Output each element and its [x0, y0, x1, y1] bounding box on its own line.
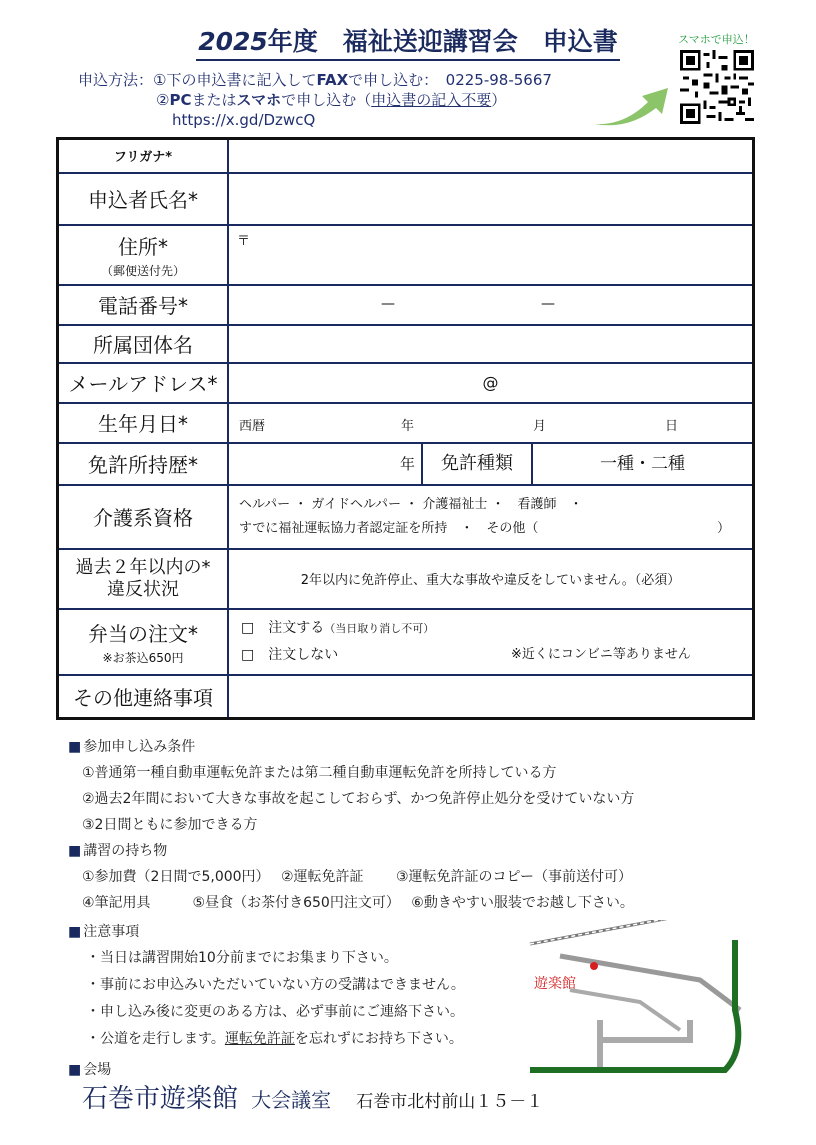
- checkbox-icon[interactable]: □: [241, 620, 255, 636]
- qr-code-icon[interactable]: [680, 50, 754, 124]
- bento-field: [228, 609, 754, 675]
- belongings-line: ④筆記用具 ⑤昼食（お茶付き650円注文可） ⑥動きやすい服装でお越し下さい。: [82, 895, 634, 911]
- conditions-heading: ■ 参加申し込み条件: [68, 736, 195, 756]
- method-line1-b: で申し込む： 0225-98-5667: [348, 71, 552, 89]
- address-field[interactable]: [228, 225, 754, 285]
- license-type-label: 免許種類: [423, 444, 533, 484]
- birth-year-unit: 年: [401, 418, 415, 434]
- note-last-a: ・公道を走行します。: [86, 1031, 225, 1047]
- application-form: [56, 137, 755, 720]
- email-field[interactable]: [228, 363, 754, 403]
- method-no-form: 申込書の記入不要: [371, 91, 492, 109]
- label-furigana: フリガナ*: [58, 139, 229, 173]
- method-pc: PC: [169, 91, 192, 109]
- bento-option-order[interactable]: [241, 615, 752, 642]
- name-field[interactable]: [228, 173, 754, 225]
- phone-separator: —: [541, 295, 555, 312]
- venue-marker-icon: [590, 962, 598, 970]
- violation-statement: 2年以内に免許停止、重大な事故や違反をしていません。（必須）: [228, 549, 754, 609]
- label-birth: 生年月日*: [58, 403, 229, 443]
- venue-address: 石巻市北村前山１５－１: [356, 1092, 544, 1112]
- apply-url-link[interactable]: https://x.gd/DzwcQ: [172, 111, 316, 129]
- label-other: その他連絡事項: [58, 675, 229, 719]
- row-furigana: [58, 139, 754, 173]
- label-care: 介護系資格: [58, 485, 229, 549]
- venue-info: [82, 1078, 543, 1115]
- row-bento: [58, 609, 754, 675]
- birthdate-field[interactable]: [228, 403, 754, 443]
- bento-none-label: 注文しない: [268, 647, 339, 663]
- license-type-options[interactable]: 一種・二種: [600, 453, 685, 474]
- row-birth: [58, 403, 754, 443]
- license-year-unit: 年: [399, 454, 415, 473]
- care-qualification-field[interactable]: [228, 485, 754, 549]
- violation-label-2: 違反状況: [107, 578, 179, 600]
- bento-warning: ※近くにコンビニ等ありません: [511, 647, 691, 662]
- row-name: [58, 173, 754, 225]
- label-violation: [58, 549, 229, 609]
- address-note: （郵便送付先）: [100, 263, 185, 278]
- label-email: メールアドレス*: [58, 363, 229, 403]
- venue-heading: ■ 会場: [68, 1059, 111, 1079]
- method-line1-a: 申込方法：①下の申込書に記入して: [78, 71, 317, 89]
- row-address: [58, 225, 754, 285]
- note-item: [86, 1028, 463, 1048]
- birth-day-unit: 日: [665, 418, 679, 434]
- method-fax: FAX: [316, 71, 349, 89]
- other-field[interactable]: [228, 675, 754, 719]
- bento-price-note: ※お茶込650円: [102, 650, 184, 665]
- furigana-field[interactable]: [228, 139, 754, 173]
- row-email: [58, 363, 754, 403]
- row-phone: [58, 285, 754, 325]
- bento-order-label: 注文する: [268, 620, 325, 636]
- condition-item: ①普通第一種自動車運転免許または第二種自動車運転免許を所持している方: [82, 765, 557, 781]
- venue-name: 石巻市遊楽館: [82, 1084, 239, 1114]
- notes-heading: ■ 注意事項: [68, 921, 139, 941]
- address-label-text: 住所*: [118, 234, 168, 259]
- belongings-line: ①参加費（2日間で5,000円） ②運転免許証 ③運転免許証のコピー（事前送付可）: [82, 869, 632, 885]
- checkbox-icon[interactable]: □: [241, 647, 255, 663]
- note-item: ・事前にお申込みいただいていない方の受講はできません。: [86, 977, 465, 993]
- method-line2-d: ）: [491, 91, 507, 109]
- note-item: ・当日は講習開始10分前までにお集まり下さい。: [86, 950, 398, 966]
- care-other-close: ）: [716, 520, 730, 536]
- row-care: [58, 485, 754, 549]
- row-violation: [58, 549, 754, 609]
- condition-item: ③2日間ともに参加できる方: [82, 817, 258, 833]
- postal-mark: 〒: [237, 233, 251, 249]
- label-license-history: 免許所持歴*: [58, 443, 229, 485]
- birth-era: 西暦: [239, 418, 266, 434]
- area-map: [520, 920, 760, 1075]
- label-bento: [58, 609, 229, 675]
- at-sign: @: [482, 373, 499, 392]
- label-name: 申込者氏名*: [58, 173, 229, 225]
- bento-order-note: （当日取り消し不可）: [324, 622, 435, 635]
- method-line2-c: で申し込む（: [281, 91, 372, 109]
- license-field: [228, 443, 754, 485]
- note-item: ・申し込み後に変更のある方は、必ず事前にご連絡下さい。: [86, 1004, 464, 1020]
- row-org: [58, 325, 754, 363]
- title-year: 2025: [198, 27, 268, 56]
- care-options-1: ヘルパー ・ ガイドヘルパー ・ 介護福祉士 ・ 看護師 ・: [239, 496, 583, 512]
- org-field[interactable]: [228, 325, 754, 363]
- label-address: [58, 225, 229, 285]
- phone-separator: —: [381, 295, 395, 312]
- care-options-2: すでに福祉運転協力者認定証を所持 ・ その他（: [239, 520, 539, 536]
- label-phone: 電話番号*: [58, 285, 229, 325]
- label-org: 所属団体名: [58, 325, 229, 363]
- qr-label: スマホで申込！: [678, 33, 755, 46]
- bento-label-text: 弁当の注文*: [88, 621, 198, 646]
- method-line2-b: または: [191, 91, 237, 109]
- venue-room: 大会議室: [251, 1088, 332, 1112]
- method-smartphone: スマホ: [236, 91, 282, 109]
- belongings-heading: ■ 講習の持ち物: [68, 840, 167, 860]
- bento-option-none[interactable]: [241, 642, 752, 668]
- birth-month-unit: 月: [533, 418, 547, 434]
- map-venue-label: 遊楽館: [534, 976, 576, 992]
- note-last-b: を忘れずにお持ち下さい。: [294, 1031, 463, 1047]
- license-years-field[interactable]: [229, 444, 423, 484]
- violation-label-1: 過去２年以内の*: [75, 556, 211, 578]
- method-line2-a: ②: [156, 91, 170, 109]
- application-method: [78, 70, 552, 130]
- note-last-license: 運転免許証: [224, 1031, 295, 1047]
- row-other: [58, 675, 754, 719]
- title-text: 年度 福祉送迎講習会 申込書: [267, 27, 618, 56]
- row-license: [58, 443, 754, 485]
- phone-field[interactable]: [228, 285, 754, 325]
- arrow-icon: [590, 84, 672, 128]
- condition-item: ②過去2年間において大きな事故を起こしておらず、かつ免許停止処分を受けていない方: [82, 791, 635, 807]
